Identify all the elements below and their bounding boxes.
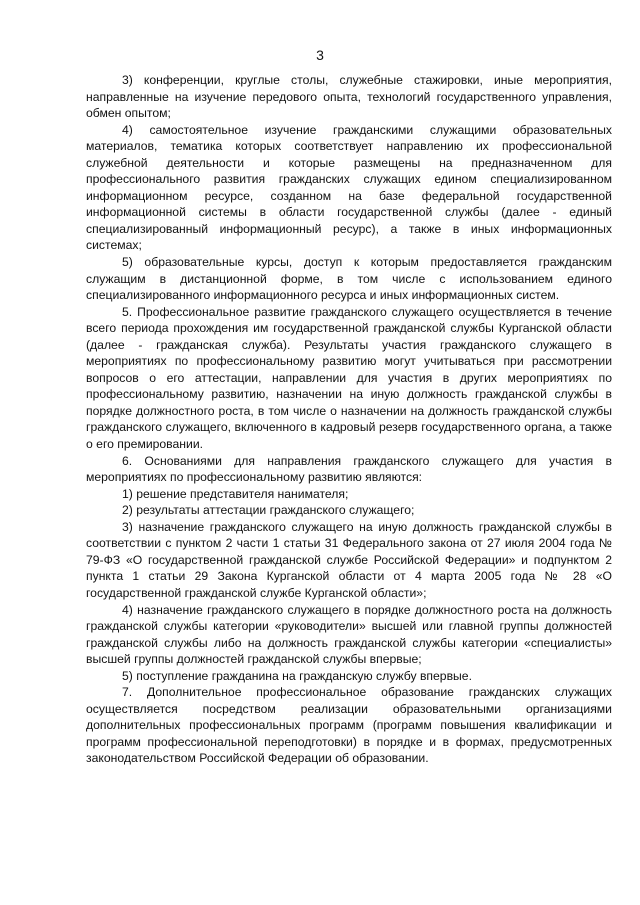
paragraph-item-4: 4) самостоятельное изучение гражданскими служащими образовательных материалов, тематика которых соответствует направлению их профессиональной служебной деятельности и которые размещены на предназначенном для профессионального развития гражданских служащих едином специализированном информационном ресурсе, созданном на базе федеральной государственной информационной системы в области государственной службы (далее - единый специализированный информационный ресурс), а также в иных информационных системах; (86, 122, 612, 253)
paragraph-section-7: 7. Дополнительное профессиональное образование гражданских служащих осуществляется посредством реализации образовательными организациями дополнительных профессиональных программ (программ повышения квалификации и программ профессиональной переподготовки) в порядке и в формах, предусмотренных законодательством Российской Федерации об образовании. (86, 685, 612, 766)
paragraph-section-5: 5. Профессиональное развитие гражданского служащего осуществляется в течение всего периода прохождения им государственной гражданской службы Курганской области (далее - гражданская служба). Результаты участия гражданского служащего в мероприятиях по профессиональному развитию могут учитываться при рассмотрении вопросов о его аттестации, направлении для участия в других мероприятиях по профессиональному развитию, назначении на иную должность гражданской службы в порядке должностного роста, в том числе о назначении на должность гражданской службы гражданского служащего, включенного в кадровый резерв государственного органа, а также о его премировании. (86, 304, 612, 452)
paragraph-basis-2: 2) результаты аттестации гражданского служащего; (122, 503, 415, 518)
document-body (86, 72, 612, 767)
page-number: 3 (316, 47, 324, 63)
paragraph-basis-5: 5) поступление гражданина на гражданскую службу впервые. (122, 668, 472, 683)
paragraph-item-5: 5) образовательные курсы, доступ к которым предоставляется гражданским служащим в дистанционной форме, в том числе с использованием единого специализированного информационного ресурса и иных информационных систем. (86, 255, 612, 303)
paragraph-basis-1: 1) решение представителя нанимателя; (122, 486, 349, 501)
paragraph-basis-3: 3) назначение гражданского служащего на иную должность гражданской службы в соответствии с пунктом 2 части 1 статьи 31 Федерального закона от 27 июля 2004 года № 79-ФЗ «О государственной гражданской службе Российской Федерации» и подпунктом 2 пункта 1 статьи 29 Закона Курганской области от 4 марта 2005 года № 28 «О государственной гражданской службе Курганской области»; (86, 519, 612, 600)
paragraph-basis-4: 4) назначение гражданского служащего в порядке должностного роста на должность гражданской службы категории «руководители» высшей или главной группы должностей гражданской службы либо на должность гражданской службы категории «специалисты» высшей группы должностей гражданской службы впервые; (86, 602, 612, 667)
paragraph-item-3: 3) конференции, круглые столы, служебные стажировки, иные мероприятия, направленные на изучение передового опыта, технологий государственного управления, обмен опытом; (86, 73, 612, 121)
paragraph-section-6: 6. Основаниями для направления гражданского служащего для участия в мероприятиях по профессиональному развитию являются: (86, 453, 612, 485)
